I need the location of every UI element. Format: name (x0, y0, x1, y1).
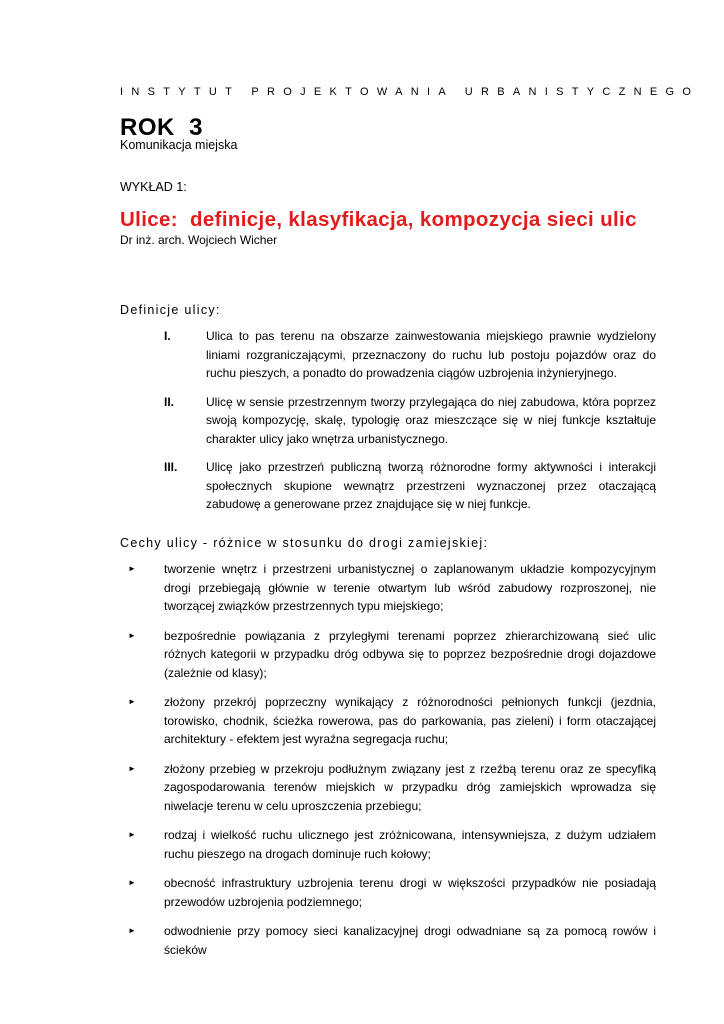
feature-text: bezpośrednie powiązania z przyległymi terenami poprzez zhierarchizowaną sieć ulic różnych kategorii w przypadku dróg odbywa się to poprzez bezpośrednie drogi dojazdowe (zależnie od klasy); (164, 628, 656, 680)
definition-number: II. (164, 394, 175, 409)
feature-text: tworzenie wnętrz i przestrzeni urbanistycznej o zaplanowanym układzie kompozycyjnym drogi przebiegają głównie w terenie otwartym lub wśród zabudowy rozproszonej, nie tworzącej związków przestrzennych typu miejskiego; (164, 562, 656, 613)
definition-item (120, 327, 656, 383)
institute-header: INSTYTUT PROJEKTOWANIA URBANISTYCZNEGO (120, 86, 700, 98)
feature-text: złożony przekrój poprzeczny wynikający z różnorodności pełnionych funkcji (jezdnia, torowisko, chodnik, ścieżka rowerowa, pas do parkowania, pas zieleni) i form otaczającej architektury - efektem jest wyraźna segregacja ruchu; (164, 695, 656, 746)
definition-item (120, 393, 656, 449)
triangle-bullet-icon: ► (128, 630, 136, 640)
definition-number: III. (164, 460, 178, 474)
definitions-list (120, 327, 656, 524)
triangle-bullet-icon: ► (128, 830, 136, 839)
definition-item (120, 458, 656, 514)
definition-text: Ulica to pas terenu na obszarze zainwestowania miejskiego prawnie wydzielony liniami rozgraniczającymi, przeznaczony do ruchu lub postoju pojazdów oraz do ruchu pieszych, a ponadto do prowadzenia ciągów uzbrojenia inżynieryjnego. (206, 329, 656, 380)
lecture-title: Ulice: definicje, klasyfikacja, kompozycja sieci ulic (120, 208, 637, 231)
feature-item (120, 760, 656, 816)
triangle-bullet-icon: ► (128, 926, 136, 935)
triangle-bullet-icon: ► (128, 878, 136, 887)
feature-item (120, 627, 656, 683)
feature-text: obecność infrastruktury uzbrojenia terenu drogi w większości przypadków nie posiadają przewodów uzbrojenia podziemnego; (164, 876, 656, 909)
features-heading: Cechy ulicy - różnice w stosunku do drogi zamiejskiej: (120, 536, 489, 550)
feature-text: odwodnienie przy pomocy sieci kanalizacyjnej drogi odwadniane są za pomocą rowów i ścieków (164, 924, 656, 957)
definition-number: I. (164, 329, 171, 343)
course-subject: Komunikacja miejska (120, 138, 238, 152)
feature-item (120, 922, 656, 959)
triangle-bullet-icon: ► (128, 564, 136, 573)
feature-item (120, 826, 656, 863)
author-line: Dr inż. arch. Wojciech Wicher (120, 233, 278, 247)
definitions-heading: Definicje ulicy: (120, 303, 221, 317)
feature-item (120, 693, 656, 749)
feature-item (120, 560, 656, 616)
triangle-bullet-icon: ► (128, 697, 136, 706)
feature-item (120, 874, 656, 911)
definition-text: Ulicę w sensie przestrzennym tworzy przylegająca do niej zabudowa, która poprzez swoją kompozycję, skalę, typologię oraz mieszczące się w niej funkcje kształtuje charakter ulicy jako wnętrza urbanistycznego. (206, 394, 656, 446)
features-list (120, 560, 656, 970)
feature-text: złożony przebieg w przekroju podłużnym związany jest z rzeźbą terenu oraz ze specyfiką zagospodarowania terenów miejskich w przypadku dróg zamiejskich wprowadza się niwelacje terenu w celu uproszczenia przebiegu; (164, 761, 656, 813)
lecture-label: WYKŁAD 1: (120, 180, 187, 194)
year-heading: ROK 3 (120, 114, 204, 141)
triangle-bullet-icon: ► (128, 763, 136, 773)
definition-text: Ulicę jako przestrzeń publiczną tworzą różnorodne formy aktywności i interakcji społecznych skupione wewnątrz przestrzeni wyznaczonej przez otaczającą zabudowę a generowane przez znajdujące się w niej funkcje. (206, 460, 656, 511)
feature-text: rodzaj i wielkość ruchu ulicznego jest zróżnicowana, intensywniejsza, z dużym udziałem ruchu pieszego na drogach dominuje ruch kołowy; (164, 828, 656, 861)
